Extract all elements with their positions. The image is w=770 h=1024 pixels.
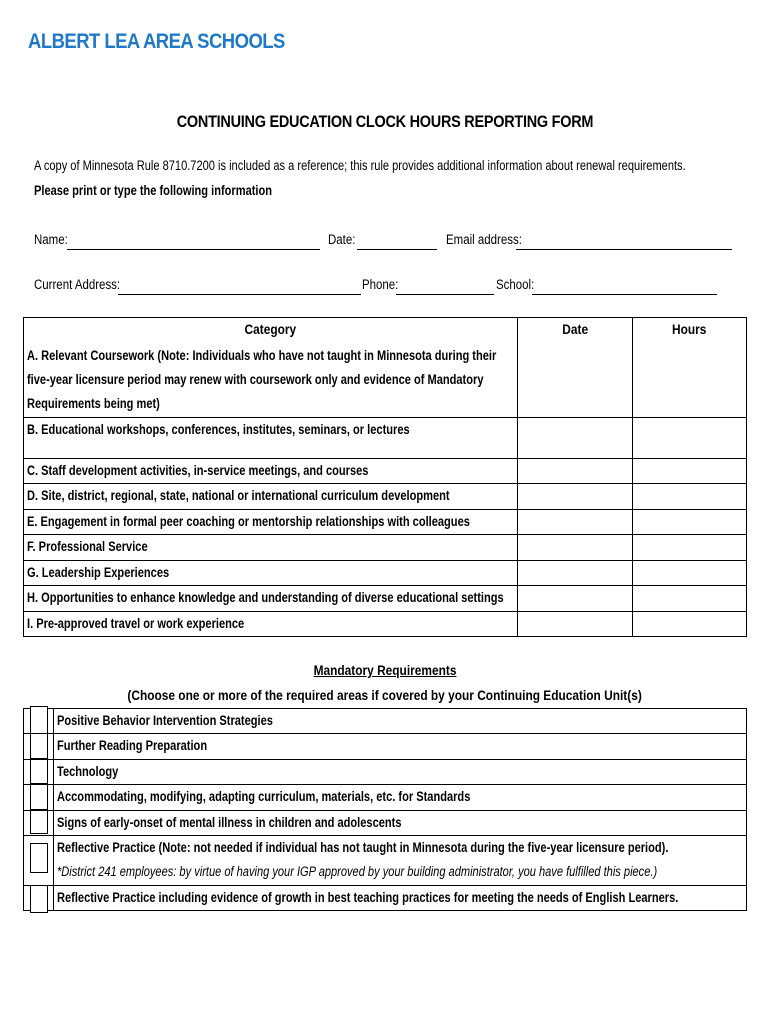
category-b: B. Educational workshops, conferences, institutes, seminars, or lectures <box>24 418 518 459</box>
hours-cell[interactable] <box>633 418 747 459</box>
form-title-text: CONTINUING EDUCATION CLOCK HOURS REPORTING FORM <box>176 112 594 131</box>
list-item <box>24 760 747 785</box>
address-field[interactable] <box>118 294 361 295</box>
mandatory-heading: Mandatory Requirements <box>313 662 457 678</box>
header-date: Date <box>518 318 633 418</box>
table-row <box>24 586 747 612</box>
checkbox-pbis[interactable] <box>30 706 48 734</box>
table-row <box>24 510 747 535</box>
phone-field[interactable] <box>396 294 494 295</box>
checkbox-english-learners[interactable] <box>30 885 48 913</box>
date-cell[interactable] <box>518 459 633 484</box>
checkbox-mental-illness[interactable] <box>30 810 48 834</box>
date-cell[interactable] <box>518 510 633 535</box>
requirement-technology: Technology <box>54 760 747 785</box>
table-header-row <box>24 318 747 344</box>
table-row <box>24 561 747 586</box>
mandatory-table <box>23 708 747 911</box>
hours-cell[interactable] <box>633 561 747 586</box>
header-category: Category <box>24 318 518 344</box>
phone-label: Phone: <box>362 277 399 292</box>
category-d: D. Site, district, regional, state, national or international curriculum development <box>24 484 518 510</box>
category-f: F. Professional Service <box>24 535 518 561</box>
email-label: Email address: <box>446 232 522 247</box>
requirement-reading: Further Reading Preparation <box>54 734 747 760</box>
category-h: H. Opportunities to enhance knowledge and understanding of diverse educational settings <box>24 586 518 612</box>
requirement-accommodating: Accommodating, modifying, adapting curriculum, materials, etc. for Standards <box>54 785 747 811</box>
requirement-english-learners: Reflective Practice including evidence of growth in best teaching practices for meeting the needs of English Learners. <box>54 886 747 911</box>
date-cell[interactable] <box>518 535 633 561</box>
date-field[interactable] <box>357 249 437 250</box>
hours-cell[interactable] <box>633 612 747 637</box>
list-item <box>24 886 747 911</box>
date-label: Date: <box>328 232 356 247</box>
intro-text: A copy of Minnesota Rule 8710.7200 is included as a reference; this rule provides additional information about renewal requirements. <box>34 158 686 173</box>
hours-cell[interactable] <box>633 510 747 535</box>
category-i: I. Pre-approved travel or work experience <box>24 612 518 637</box>
hours-cell[interactable] <box>633 459 747 484</box>
date-cell[interactable] <box>518 418 633 459</box>
list-item <box>24 811 747 836</box>
email-field[interactable] <box>516 249 732 250</box>
date-cell[interactable] <box>518 561 633 586</box>
requirement-reflective: Reflective Practice (Note: not needed if individual has not taught in Minnesota during the five-year licensure period). *District 241 employees: by virtue of having your IGP approved by your building administrator, you have fulfilled this piece.) <box>54 836 747 886</box>
hours-cell[interactable] <box>633 586 747 612</box>
list-item <box>24 709 747 734</box>
category-e: E. Engagement in formal peer coaching or mentorship relationships with colleagues <box>24 510 518 535</box>
category-g: G. Leadership Experiences <box>24 561 518 586</box>
school-label: School: <box>496 277 535 292</box>
date-cell[interactable] <box>518 484 633 510</box>
checkbox-reflective[interactable] <box>30 843 48 873</box>
list-item <box>24 785 747 811</box>
table-row <box>24 418 747 459</box>
district-note: *District 241 employees: by virtue of having your IGP approved by your building administrator, you have fulfilled this piece.) <box>57 864 658 879</box>
date-cell[interactable] <box>518 612 633 637</box>
table-row <box>24 459 747 484</box>
mandatory-subheading: (Choose one or more of the required areas if covered by your Continuing Education Unit(s) <box>127 687 643 703</box>
instruction-text: Please print or type the following information <box>34 183 273 198</box>
list-item <box>24 836 747 886</box>
school-field[interactable] <box>532 294 717 295</box>
checkbox-accommodating[interactable] <box>30 784 48 810</box>
form-title <box>0 112 770 132</box>
header-hours: Hours <box>633 318 747 418</box>
requirement-mental-illness: Signs of early-onset of mental illness in children and adolescents <box>54 811 747 836</box>
date-cell[interactable] <box>518 586 633 612</box>
name-field[interactable] <box>67 249 320 250</box>
school-name: ALBERT LEA AREA SCHOOLS <box>28 30 285 53</box>
category-c: C. Staff development activities, in-service meetings, and courses <box>24 459 518 484</box>
clock-hours-table <box>23 317 747 637</box>
requirement-pbis: Positive Behavior Intervention Strategies <box>54 709 747 734</box>
category-a: A. Relevant Coursework (Note: Individuals who have not taught in Minnesota during their five-year licensure period may renew with coursework only and evidence of Mandatory Requirements being met) <box>24 344 518 418</box>
hours-cell[interactable] <box>633 535 747 561</box>
checkbox-reading[interactable] <box>30 733 48 759</box>
checkbox-technology[interactable] <box>30 759 48 784</box>
table-row <box>24 484 747 510</box>
hours-cell[interactable] <box>633 484 747 510</box>
table-row <box>24 612 747 637</box>
list-item <box>24 734 747 760</box>
address-label: Current Address: <box>34 277 121 292</box>
name-label: Name: <box>34 232 68 247</box>
table-row <box>24 535 747 561</box>
